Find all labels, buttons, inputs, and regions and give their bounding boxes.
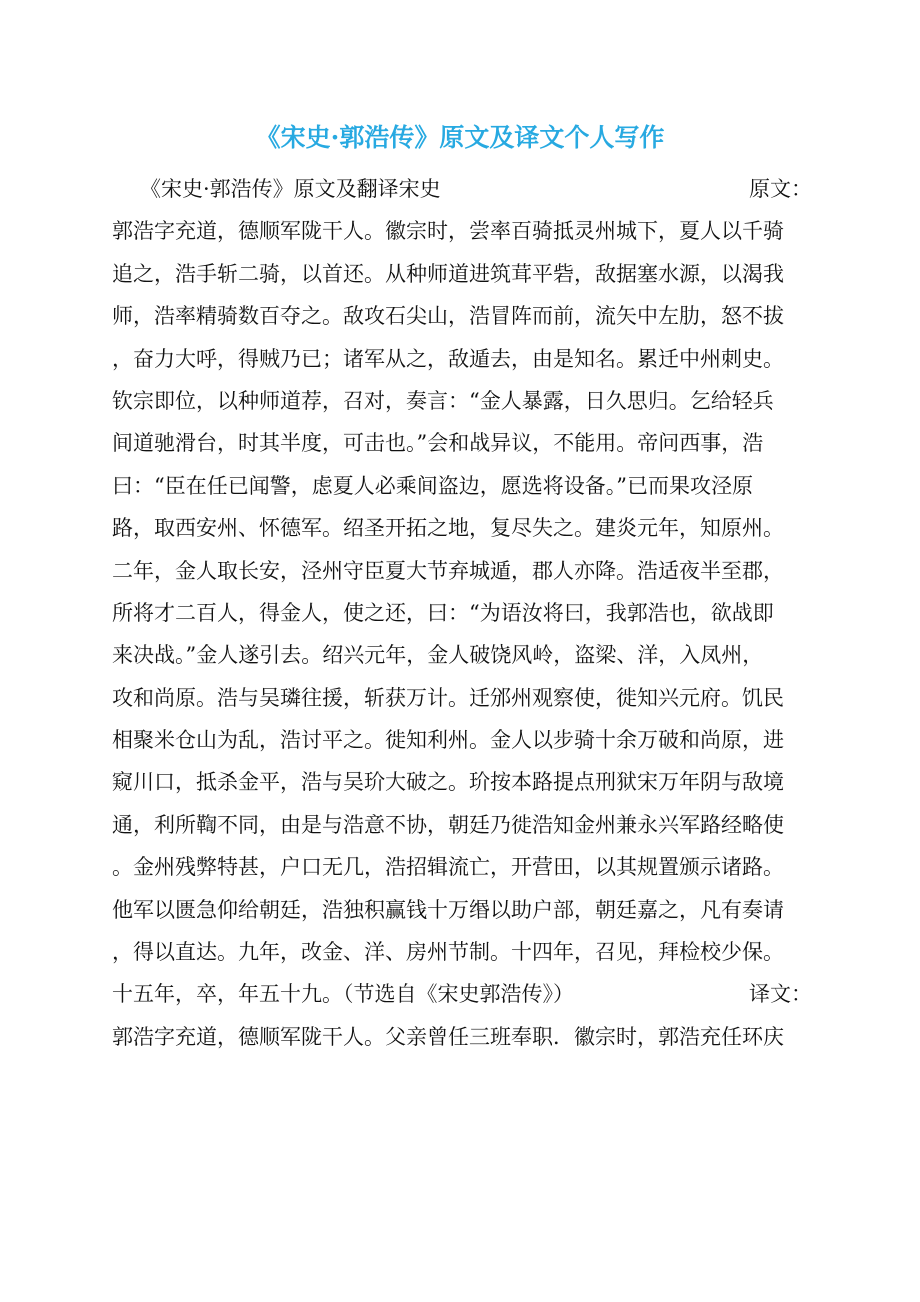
text-line: 曰：“臣在任已闻警，虑夏人必乘间盗边，愿选将设备。”已而果攻泾原	[112, 473, 753, 498]
text-line: 窥川口，抵杀金平，浩与吴玠大破之。玠按本路提点刑狱宋万年阴与敌境	[112, 770, 784, 795]
text-line: 相聚米仓山为乱，浩讨平之。徙知利州。金人以步骑十余万破和尚原，进	[112, 728, 784, 753]
text-line: 他军以匮急仰给朝廷，浩独积赢钱十万缗以助户部，朝廷嘉之，凡有奏请	[112, 897, 784, 922]
text-line: 通，利所鞫不同，由是与浩意不协，朝廷乃徙浩知金州兼永兴军路经略使	[112, 812, 784, 837]
text-line: ，奋力大呼，得贼乃已；诸军从之，敌遁去，由是知名。累迁中州刺史。	[112, 346, 784, 371]
text-line-last: 郭浩字充道，德顺军陇干人。父亲曾任三班奉职．徽宗时，郭浩充任环庆	[112, 1024, 784, 1049]
text-line: 路，取西安州、怀德军。绍圣开拓之地，复尽失之。建炎元年，知原州。	[112, 516, 784, 541]
text-line: 间道驰滑台，时其半度，可击也。”会和战异议，不能用。帝问西事，浩	[112, 431, 764, 456]
closing-line-right: 译文：	[749, 982, 812, 1007]
closing-line-left: 十五年，卒，年五十九。（节选自《宋史郭浩传》）	[112, 982, 574, 1007]
text-line: 师，浩率精骑数百夺之。敌攻石尖山，浩冒阵而前，流矢中左肋，怒不拔	[112, 304, 784, 329]
original-text-lines	[112, 210, 812, 973]
text-line: 攻和尚原。浩与吴璘往援，斩获万计。迁邠州观察使，徙知兴元府。饥民	[112, 685, 784, 710]
text-line: 二年，金人取长安，泾州守臣夏大节弃城遁，郡人亦降。浩适夜半至郡，	[112, 558, 784, 583]
header-line-left: 《宋史·郭浩传》原文及翻译宋史	[140, 177, 441, 201]
text-line: 来决战。”金人遂引去。绍兴元年，金人破饶风岭，盗梁、洋，入凤州，	[112, 643, 764, 668]
closing-line	[112, 973, 812, 1015]
text-line: 钦宗即位，以种师道荐，召对，奏言：“金人暴露，日久思归。乞给轻兵	[112, 388, 774, 413]
text-line: 追之，浩手斩二骑，以首还。从种师道进筑茸平砦，敌据塞水源，以渴我	[112, 261, 784, 286]
text-line: 郭浩字充道，德顺军陇干人。徽宗时，尝率百骑抵灵州城下，夏人以千骑	[112, 219, 784, 244]
header-line	[112, 168, 812, 210]
text-line: ，得以直达。九年，改金、洋、房州节制。十四年，召见，拜检校少保。	[112, 940, 784, 965]
document-title: 《宋史·郭浩传》原文及译文个人写作	[255, 123, 665, 152]
text-line: 。金州残弊特甚，户口无几，浩招辑流亡，开营田，以其规置颁示诸路。	[112, 855, 784, 880]
header-line-right: 原文：	[749, 177, 812, 201]
document-body	[112, 168, 812, 1058]
text-line: 所将才二百人，得金人，使之还，曰：“为语汝将曰，我郭浩也，欲战即	[112, 600, 774, 625]
